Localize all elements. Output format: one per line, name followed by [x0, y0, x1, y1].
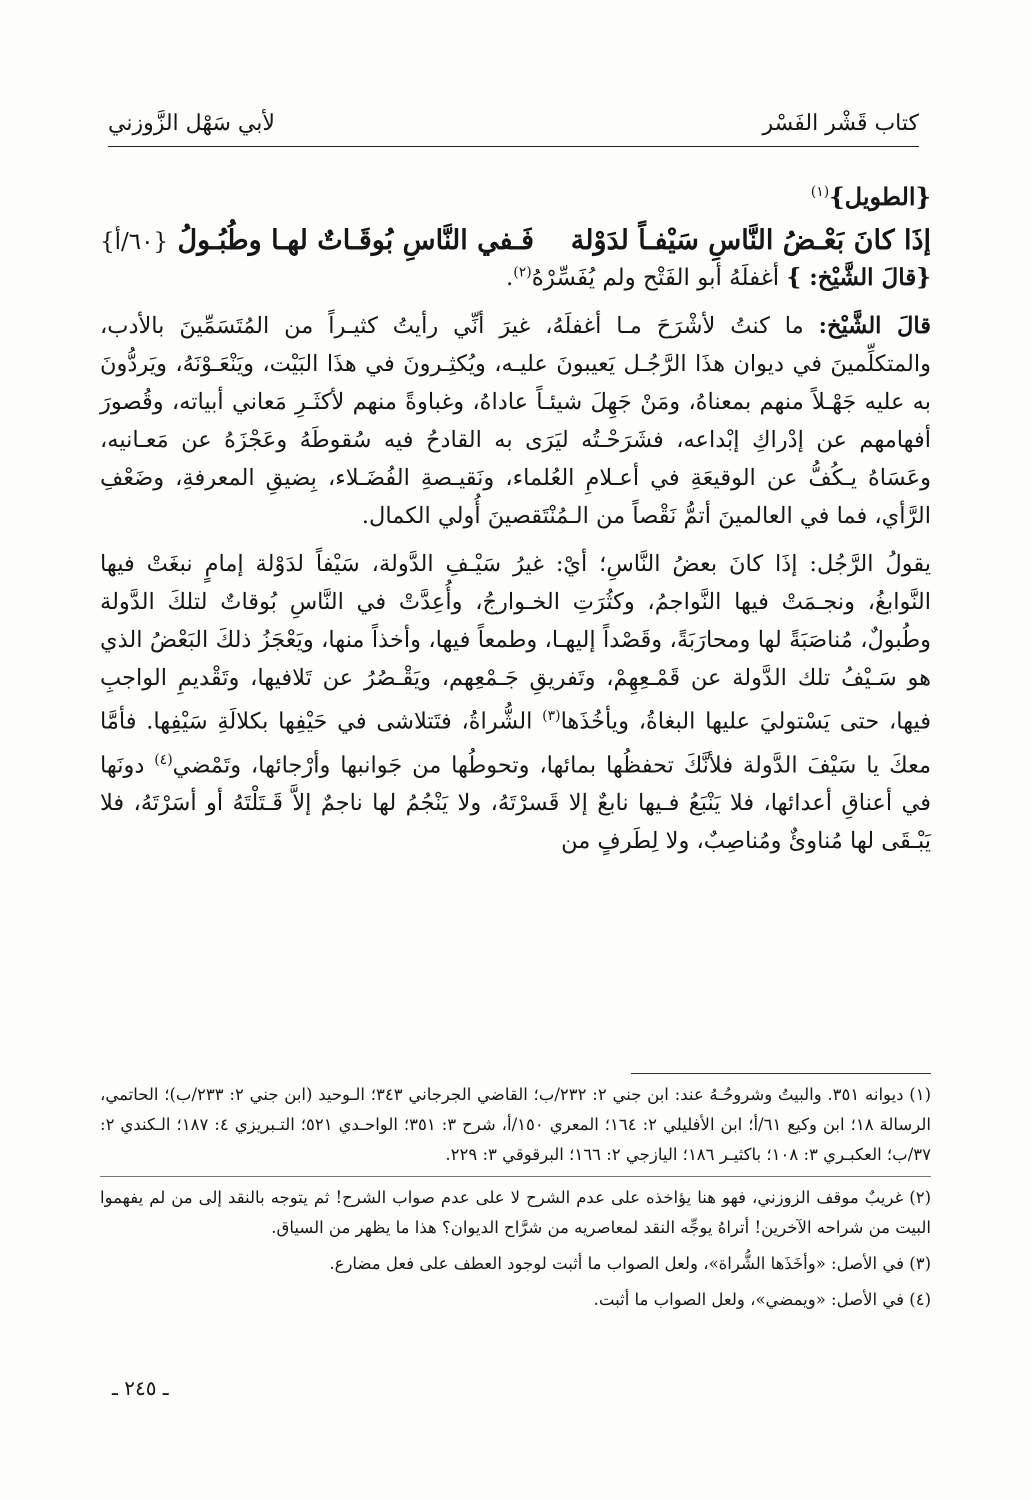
footnote-ref-2: (٢): [513, 264, 532, 281]
paragraph-2-text-b: الشُّراةُ، فتَتلاشى في حَيْفِها بكلالَةِ سَيْفِها. فأمَّا معكَ يا سَيْفَ الدَّولة فلأنَّكَ تحفظُها بمائها، وتحوطُها من جَوانبها وأرْجائها، وتَمْضي: [100, 708, 931, 778]
verse-first-hemistich: إذَا كانَ بَعْـضُ النَّاسِ سَيْفـاً لدَوْلة: [570, 225, 931, 256]
footnote-3: (٣) في الأصل: «وأخَذَها الشُّراة»، ولعل الصواب ما أثبت لوجود العطف على فعل مضارع.: [329, 1254, 931, 1273]
footnote-ref-3: (٣): [542, 708, 561, 724]
meter-label: [100, 182, 931, 211]
footnote-ref-1: (١): [810, 184, 830, 200]
header-author: لأبي سَهْل الزَّوزني: [108, 111, 275, 136]
verse-second-hemistich: [100, 225, 534, 256]
page-number: ـ ٢٤٥ ـ: [112, 1376, 169, 1400]
footnote-2: (٢) غريبٌ موقف الزوزني، فهو هنا يؤاخذه على عدم الشرح لا على عدم صواب الشرح! ثم يتوجه بالنقد إلى من لم يفهموا البيت من شراحه الآخرين! أتراهُ يوجِّه النقد لمعاصريه من شرَّاح الديوان؟ هذا ما يظهر من السياق.: [100, 1188, 931, 1237]
sheikh-label: {قالَ الشَّيْخ: }: [786, 264, 931, 291]
commentary-paragraph-2: [100, 545, 931, 860]
paragraph-1-text: ما كنتُ لأشْرَحَ مـا أغفلَهُ، غيرَ أنِّي رأيتُ كثيـراً من المُتَسَمِّينَ بالأدب، والمتكلِّمينَ في ديوان هذَا الرَّجُـل يَعيبونَ عليـه، ويُكثِـرونَ في هذَا البَيْت، ويَنْعَـوْنَهُ، ويَردُّونَ به عليه جَهْـلاً منهم بمعناهُ، ومَنْ جَهِلَ شيئـاً عاداهُ، وغباوةً منهم لأكثَـرِ مَعاني أبياته، وقُصورَ أفهامهم عن إدْراكِ إبْداعه، فشَرَحْـتُه ليَرَى به القادحُ فيه سُقوطَهُ وعَجْزَهُ عن مَعـانيه، وعَسَاهُ يـكُفُّ عن الوقيعَةِ في أعـلامِ العُلماء، ونَقيـصةِ الفُضَـلاء، بِضيقِ المعرفةِ، وضَعْفِ الرَّأي، فما في العالمينَ أتمُّ نَقْصاً من الـمُنْتَقصينَ أُولي الكمال.: [100, 313, 931, 529]
footnote-separator: [100, 1176, 931, 1177]
footnote-rule: [631, 1073, 931, 1074]
paragraph-2-text-c: دونَها في أعناقِ أعدائها، فلا يَنْبَعُ فـيها نابعٌ إلا قَسرْتَهُ، ولا يَنْجُمُ لها ناجمٌ إلاَّ قَـتَلْتَهُ أو أسَرْتَهُ، فلا يَبْـقَى لها مُناوئٌ ومُناصِبٌ، ولا لِطَرفٍ من: [100, 752, 931, 854]
folio-marker: {٦٠/أ}: [100, 229, 169, 255]
footnote-4: (٤) في الأصل: «ويمضي»، ولعل الصواب ما أثبت.: [593, 1290, 931, 1309]
footnote-1: (١) ديوانه ٣٥١. والبيتُ وشروحُـهُ عند: ابن جني ٢: ٢٣٢/ب؛ القاضي الجرجاني ٣٤٣؛ الـوحيد (ابن جني ٢: ٢٣٣/ب)؛ الحاتمي، الرسالة ١٨؛ ابن وكيع ٦١/أ؛ ابن الأفليلي ٢: ١٦٤؛ المعري ١٥٠/أ، شرح ٣: ٣٥١؛ الواحـدي ٥٢١؛ التـبريزي ٤: ١٨٧؛ الـكندي ٢: ٣٧/ب؛ العكبـري ٣: ١٠٨؛ باكثيـر ١٨٦؛ اليازجي ٢: ١٦٦؛ البرقوقي ٣: ٢٢٩.: [100, 1085, 932, 1164]
footnote-ref-4: (٤): [154, 751, 173, 768]
verse-second-hemistich-text: فَـفي النَّاسِ بُوقَـاتٌ لهـا وطُبُـولُ: [177, 225, 535, 256]
poem-verse: [100, 225, 931, 256]
paragraph-label: قالَ الشَّيْخ:: [818, 313, 932, 339]
meter-name: {الطويل}: [829, 182, 931, 211]
header-book-title: كتاب قَشْر الفَسْر: [762, 111, 919, 136]
footnotes: [100, 1080, 931, 1321]
sheikh-remark-text: أغفلَهُ أبو الفَتْح ولم يُفَسِّرْهُ: [531, 265, 780, 291]
paragraph-2-text-a: يقولُ الرَّجُل: إذَا كانَ بعضُ النَّاسِ؛ أيْ: غيرُ سَيْـفِ الدَّولة، سَيْفاً لدَوْلة إمامٍ نبغَتْ فيها النَّوابغُ، ونجـمَتْ فيها النَّواجمُ، وكثُرَتِ الخـوارجُ، وأُعِدَّتْ في النَّاسِ بُوقاتٌ لتلكَ الدَّولة وطُبولٌ، مُناصَبَةً لها ومحارَبَةً، وقَصْداً إليهـا، وطمعاً فيها، وأخذاً منها، ويَعْجَزُ ذلكَ البَعْضُ الذي هو سَـيْفُ تلك الدَّولة عن قَمْـعِهِمْ، وتَفريقِ جَـمْعِهم، ويَقْـصُرُ عن تَلافيها، وتَقْديمِ الواجبِ فيها، حتى يَسْتوليَ عليها البغاةُ، ويأخُذَها: [100, 551, 932, 735]
running-header: [108, 96, 919, 147]
sheikh-remark: {قالَ الشَّيْخ: } أغفلَهُ أبو الفَتْح ولم يُفَسِّرْهُ$^{(٢)}$.: [505, 264, 931, 291]
commentary-paragraph-1: [100, 307, 931, 535]
main-text: [100, 182, 931, 870]
